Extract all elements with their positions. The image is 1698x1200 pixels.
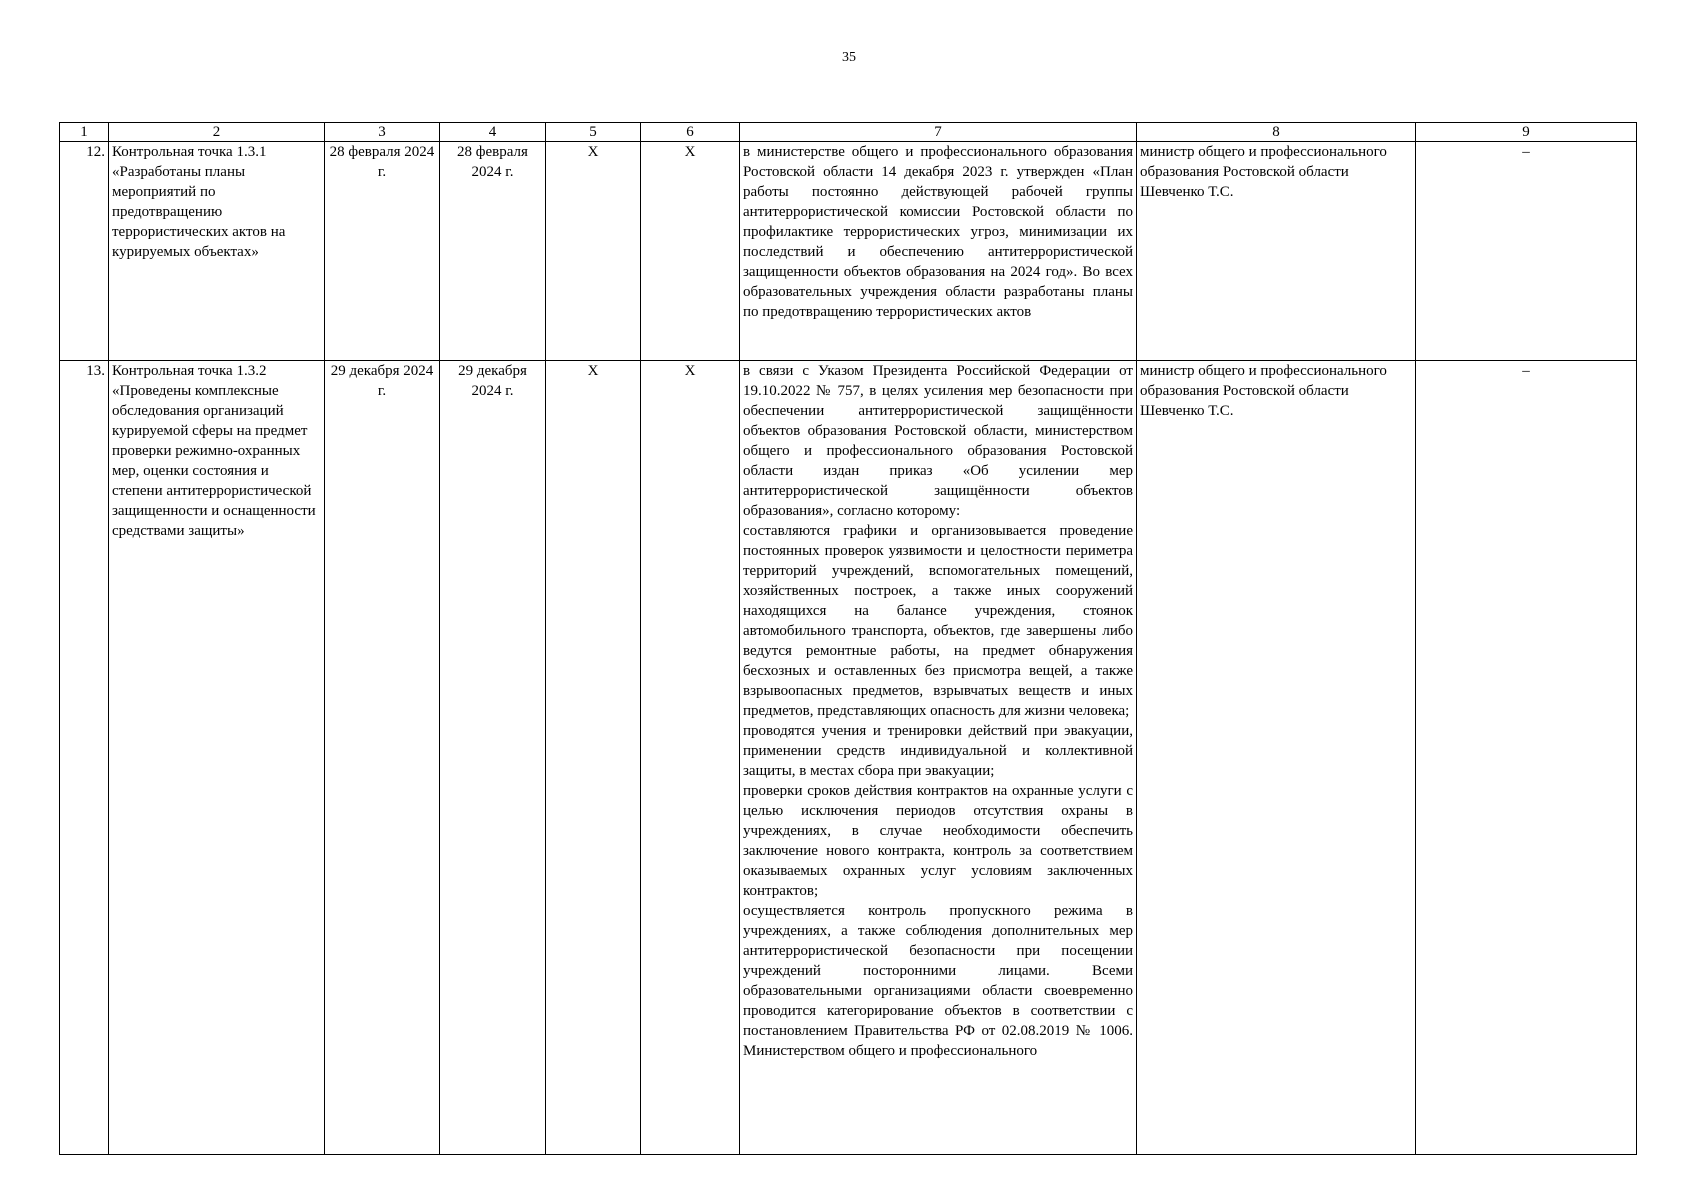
result-paragraph: осуществляется контроль пропускного режима в учреждениях, а также соблюдения дополнительных мер антитеррористической безопасности при посещении учреждений посторонними лицами. Всеми образовательными организациями области своевременно проводится категорирование объектов в соответствии с постановлением Правительства РФ от 02.08.2019 № 1006. Министерством общего и профессионального <box>743 903 1133 1059</box>
responsible-person: министр общего и профессионального образования Ростовской области Шевченко Т.С. <box>1137 142 1416 361</box>
column-5-value: X <box>546 361 641 1155</box>
header-cell: 2 <box>109 123 325 142</box>
header-cell: 3 <box>325 123 440 142</box>
table-row <box>60 142 1637 361</box>
header-cell: 7 <box>740 123 1137 142</box>
column-9-value: – <box>1416 142 1637 361</box>
header-cell: 5 <box>546 123 641 142</box>
row-number: 13. <box>60 361 109 1155</box>
fact-date: 29 декабря 2024 г. <box>440 361 546 1155</box>
control-point-name: Контрольная точка 1.3.1 «Разработаны планы мероприятий по предотвращению террористических актов на курируемых объектах» <box>109 142 325 361</box>
result-paragraph: проверки сроков действия контрактов на охранные услуги с целью исключения периодов отсутствия охраны в учреждениях, в случае необходимости обеспечить заключение нового контракта, контроль за соответствием оказываемых охранных услуг условиям заключенных контрактов; <box>743 783 1133 899</box>
result-paragraph: составляются графики и организовывается проведение постоянных проверок уязвимости и целостности периметра территорий учреждений, вспомогательных помещений, хозяйственных построек, а также иных сооружений находящихся на балансе учреждения, стоянок автомобильного транспорта, объектов, где завершены либо ведутся ремонтные работы, на предмет обнаружения бесхозных и оставленных без присмотра вещей, а также взрывоопасных предметов, взрывчатых веществ и иных предметов, представляющих опасность для жизни человека; <box>743 523 1133 719</box>
table-row <box>60 361 1637 1155</box>
result-description <box>740 142 1137 361</box>
column-6-value: X <box>641 361 740 1155</box>
column-number-header-row <box>60 123 1637 142</box>
report-table <box>59 122 1637 1155</box>
header-cell: 4 <box>440 123 546 142</box>
column-9-value: – <box>1416 361 1637 1155</box>
result-description <box>740 361 1137 1155</box>
column-6-value: X <box>641 142 740 361</box>
column-5-value: X <box>546 142 641 361</box>
plan-date: 28 февраля 2024 г. <box>325 142 440 361</box>
plan-date: 29 декабря 2024 г. <box>325 361 440 1155</box>
result-paragraph: в связи с Указом Президента Российской Федерации от 19.10.2022 № 757, в целях усиления мер безопасности при обеспечении антитеррористической защищённости объектов образования Ростовской области, министерством общего и профессионального образования Ростовской области издан приказ «Об усилении мер антитеррористической защищённости объектов образования», согласно которому: <box>743 363 1133 519</box>
result-paragraph: проводятся учения и тренировки действий при эвакуации, применении средств индивидуальной и коллективной защиты, в местах сбора при эвакуации; <box>743 723 1133 779</box>
page-number: 35 <box>842 50 856 65</box>
responsible-person: министр общего и профессионального образования Ростовской области Шевченко Т.С. <box>1137 361 1416 1155</box>
header-cell: 8 <box>1137 123 1416 142</box>
header-cell: 9 <box>1416 123 1637 142</box>
result-paragraph: в министерстве общего и профессионального образования Ростовской области 14 декабря 2023 г. утвержден «План работы постоянно действующей рабочей группы антитеррористической комиссии Ростовской области по профилактике террористических угроз, минимизации их последствий и обеспечению антитеррористической защищенности объектов образования на 2024 год». Во всех образовательных учреждения области разработаны планы по предотвращению террористических актов <box>743 144 1133 320</box>
header-cell: 1 <box>60 123 109 142</box>
row-number: 12. <box>60 142 109 361</box>
header-cell: 6 <box>641 123 740 142</box>
control-point-name: Контрольная точка 1.3.2 «Проведены комплексные обследования организаций курируемой сферы на предмет проверки режимно-охранных мер, оценки состояния и степени антитеррористической защищенности и оснащенности средствами защиты» <box>109 361 325 1155</box>
fact-date: 28 февраля 2024 г. <box>440 142 546 361</box>
